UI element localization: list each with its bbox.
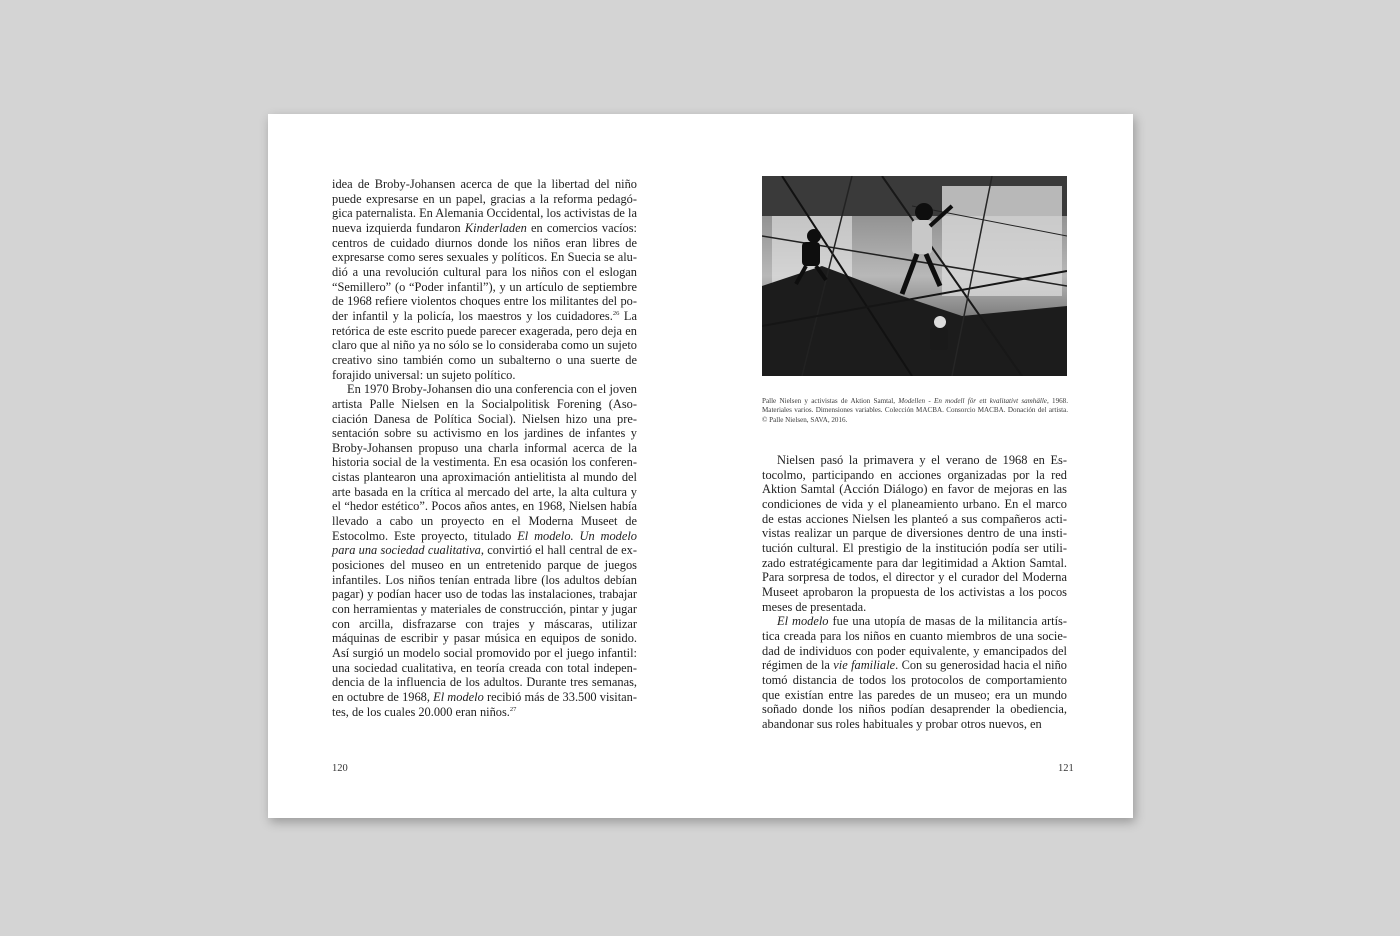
paragraph — [332, 382, 637, 719]
italic-text: Modellen - En modell för ett kvalitativt samhälle — [898, 397, 1047, 405]
text-run: idea de Broby-Johansen acerca de que la libertad del niño puede expresarse en un papel, gracias a la reforma pedagógica paternalista. En Alemania Occidental, los activistas de la nueva izquierda fundaron — [332, 177, 637, 235]
text-run: Palle Nielsen y activistas de Aktion Samtal, — [762, 397, 899, 405]
photograph-children-playground-icon — [762, 176, 1067, 376]
photo-caption — [762, 397, 1068, 425]
page-number-right: 121 — [1058, 763, 1074, 774]
paragraph — [762, 614, 1067, 731]
italic-text: vie familiale — [833, 658, 896, 673]
text-run: Nielsen pasó la primavera y el verano de 1968 en Estocolmo, participando en acciones organizadas por la red Aktion Samtal (Acción Diálogo) en favor de mejoras en las condiciones de vida y el planeamiento urbano. En el marco de estas acciones Nielsen les planteó a sus compañeros activistas realizar un parque de diversiones dentro de una institución cultural. El prestigio de la institución podía ser utilizado estratégicamente para dar legitimidad a Aktion Samtal. Para sorpresa de todos, el director y el curador del Moderna Museet aprobaron la propuesta de los activistas a los pocos meses de presentada. — [762, 453, 1067, 614]
book-spread — [268, 114, 1133, 818]
text-run: en comercios vacíos: centros de cuidado diurnos donde los niños eran libres de expresarse como seres sexuales y políticos. En Suecia se aludió a una revolución cultural para los niños con el eslogan “Semillero” (o “Poder infantil”), y un artículo de septiembre de 1968 refiere violentos choques entre los militantes del poder infantil y la policía, los maestros y los cuidadores. — [332, 220, 637, 323]
artwork-photo — [762, 176, 1067, 376]
text-run: fue una utopía de masas de la militancia artística creada para los niños en cuanto miembros de una sociedad de individuos con poder equivalente, y emancipados del régimen de la — [762, 614, 1067, 673]
footnote-ref: 27 — [509, 705, 517, 713]
italic-text: El modelo — [433, 689, 484, 704]
paragraph — [762, 453, 1067, 614]
paragraph — [332, 177, 637, 382]
italic-text: Kinderladen — [464, 220, 527, 235]
footnote-ref: 26 — [612, 309, 620, 317]
text-run: . Con su generosidad hacia el niño tomó distancia de todos los protocolos de comportamiento que existían entre las paredes de un museo; era un mundo soñado donde los niños podían desaprender la obediencia, abandonar sus roles habituales y probar otros nuevos, en — [762, 658, 1067, 731]
text-run: recibió más de 33.500 visitantes, de los cuales 20.000 eran niños. — [332, 689, 637, 719]
italic-text: El modelo — [777, 614, 829, 629]
text-run: La retórica de este escrito puede parecer exagerada, pero deja en claro que al niño ya no sólo se lo consideraba como un sujeto creativo sino también como un subalterno o una suerte de forajido universal: un sujeto político. — [332, 308, 637, 382]
text-run: , 1968. Materiales varios. Dimensiones variables. Colección MACBA. Consorcio MACBA. Donación del artista. © Palle Nielsen, SAVA, 2016. — [762, 397, 1068, 424]
right-page-text — [762, 453, 1067, 731]
caption-text — [762, 397, 1068, 424]
text-run: , convirtió el hall central de exposiciones del museo en un entretenido parque de juegos infantiles. Los niños tenían entrada libre (los adultos debían pagar) y podían hacer uso de todas las instalaciones, trabajar con herramientas y materiales de construcción, pintar y jugar con arcilla, disfrazarse con trajes y máscaras, utilizar máquinas de escribir y pasar música en equipos de sonido. Así surgió un modelo social promovido por el juego infantil: una sociedad cualitativa, en teoría creada con total independencia de la influencia de los adultos. Durante tres semanas, en octubre de 1968, — [332, 543, 637, 704]
page-number-left: 120 — [332, 763, 348, 774]
left-page-text — [332, 177, 637, 719]
text-run: En 1970 Broby-Johansen dio una conferencia con el joven artista Palle Nielsen en la Socialpolitisk Forening (Asociación Danesa de Política Social). Nielsen hizo una presentación sobre su activismo en los jardines de infantes y Broby-Johansen propuso una charla informal acerca de la historia social de la vestimenta. En esa ocasión los conferencistas plantearon una aproximación antielitista al mundo del arte basada en la crítica al mercado del arte, la alta cultura y el “hedor estético”. Pocos años antes, en 1968, Nielsen había llevado a cabo un proyecto en el Moderna Museet de Estocolmo. Este proyecto, titulado — [332, 382, 637, 543]
italic-text: El modelo. Un modelo para una sociedad cualitativa — [332, 528, 638, 558]
